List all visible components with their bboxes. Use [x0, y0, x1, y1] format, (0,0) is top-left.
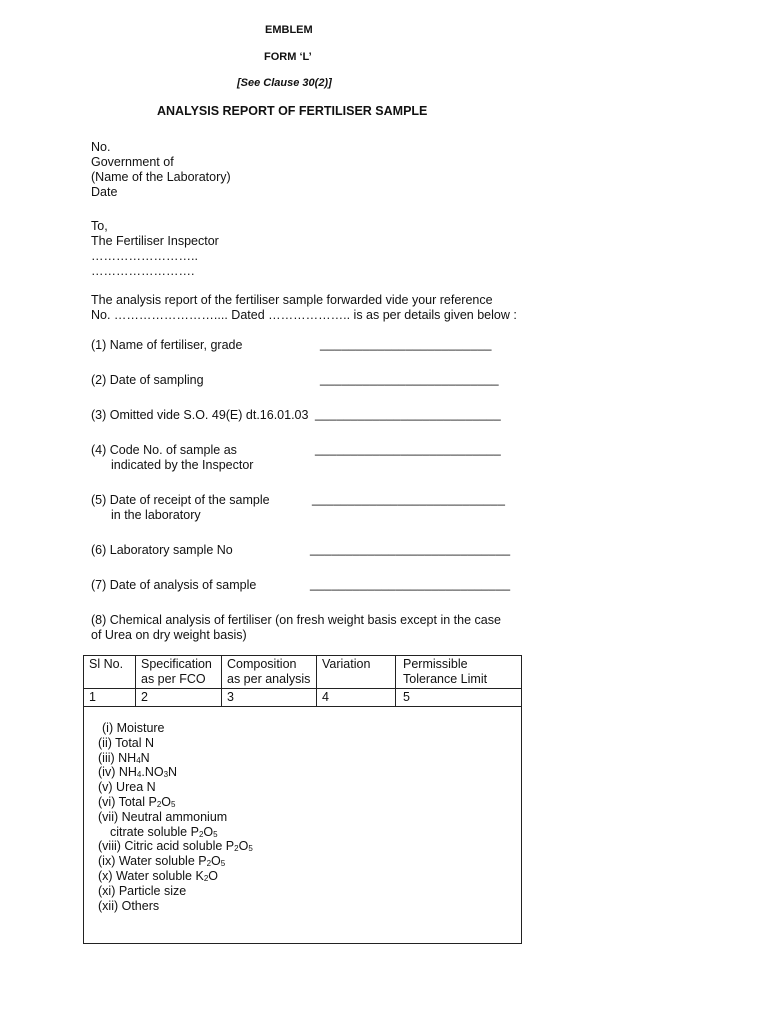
clause-reference: [See Clause 30(2)]: [237, 77, 332, 89]
analysis-item: [98, 751, 513, 766]
field-4-label: [91, 443, 253, 473]
analysis-item-text: (xi) Particle size: [98, 883, 187, 898]
subscript: 2: [198, 829, 204, 839]
chemical-analysis-heading: [91, 613, 501, 643]
intro-paragraph: [91, 293, 517, 323]
analysis-item-text: N: [140, 750, 150, 765]
field-5-label-line-2: in the laboratory: [111, 508, 201, 522]
report-date: Date: [91, 185, 118, 199]
address-recipient: The Fertiliser Inspector: [91, 234, 219, 248]
analysis-item-text: O: [208, 868, 219, 883]
field-1-label: (1) Name of fertiliser, grade: [91, 338, 243, 352]
field-5-label-line-1: (5) Date of receipt of the sample: [91, 493, 270, 507]
analysis-item-text: (viii) Citric acid soluble P: [98, 839, 235, 854]
analysis-item-text: (ii) Total N: [98, 735, 155, 750]
analysis-table: [83, 655, 522, 944]
address-to: To,: [91, 219, 108, 233]
address-line-1: ……………………..: [91, 249, 198, 263]
field-6-label: (6) Laboratory sample No: [91, 543, 233, 557]
col-number-4: 4: [317, 689, 396, 707]
header-composition: Composition as per analysis: [222, 656, 317, 689]
report-no: No.: [91, 140, 111, 154]
chemical-line-2: of Urea on dry weight basis): [91, 628, 247, 642]
field-3-blank: __________________________: [315, 407, 501, 421]
emblem-label: EMBLEM: [265, 24, 313, 36]
subscript: 4: [136, 755, 141, 765]
laboratory-name: (Name of the Laboratory): [91, 170, 231, 184]
field-4-label-line-2: indicated by the Inspector: [111, 458, 254, 472]
field-2-blank: _________________________: [320, 372, 499, 386]
analysis-item: [98, 780, 513, 795]
analysis-item-text: (v) Urea N: [98, 780, 156, 795]
field-7-blank: ____________________________: [310, 577, 511, 591]
subscript: 2: [206, 859, 212, 869]
analysis-item-text: (vi) Total P: [98, 794, 157, 809]
col-number-1: 1: [84, 689, 136, 707]
analysis-item: [98, 854, 513, 869]
field-7-label: (7) Date of analysis of sample: [91, 578, 257, 592]
analysis-item: [98, 736, 513, 751]
subscript: 3: [163, 770, 169, 780]
field-2-label: (2) Date of sampling: [91, 373, 204, 387]
analysis-item: [98, 765, 513, 780]
intro-line-2: No. …………………….... Dated ……………….. is as per details given below :: [91, 308, 517, 322]
field-5-blank: ___________________________: [312, 492, 506, 506]
analysis-item: [98, 721, 513, 736]
subscript: 2: [203, 873, 209, 883]
page-title: ANALYSIS REPORT OF FERTILISER SAMPLE: [157, 104, 428, 118]
analysis-item: [98, 839, 513, 854]
field-1-blank: ________________________: [320, 337, 492, 351]
address-block: [91, 219, 219, 279]
field-3-label: (3) Omitted vide S.O. 49(E) dt.16.01.03: [91, 408, 309, 422]
lab-block: [91, 140, 231, 200]
intro-line-1: The analysis report of the fertiliser sample forwarded vide your reference: [91, 293, 493, 307]
header-variation: Variation: [317, 656, 396, 689]
analysis-item: [98, 869, 513, 884]
col-number-3: 3: [222, 689, 317, 707]
analysis-item-text: O: [211, 854, 221, 869]
header-specification: Specification as per FCO: [136, 656, 222, 689]
subscript: 5: [213, 829, 218, 839]
table-number-row: [84, 689, 522, 707]
subscript: 4: [136, 770, 142, 780]
analysis-item-text: (xii) Others: [98, 898, 160, 913]
analysis-item: [98, 795, 513, 810]
analysis-item: [98, 810, 513, 825]
field-4-blank: __________________________: [315, 442, 501, 456]
subscript: 2: [234, 844, 239, 854]
address-line-2: …………………….: [91, 264, 195, 278]
analysis-item: [98, 899, 513, 914]
subscript: 2: [156, 799, 162, 809]
analysis-item-text: (ix) Water soluble P: [98, 854, 207, 869]
analysis-item-text: O: [238, 839, 249, 854]
col-number-2: 2: [136, 689, 222, 707]
analysis-item-text: .NO: [141, 765, 164, 780]
analysis-item-text: (x) Water soluble K: [98, 868, 204, 883]
analysis-item-text: (i) Moisture: [102, 721, 165, 735]
table-header-row: [84, 656, 522, 689]
subscript: 5: [248, 844, 253, 854]
field-4-label-line-1: (4) Code No. of sample as: [91, 443, 237, 457]
form-label: FORM ‘L’: [264, 51, 312, 63]
table-items-row: [84, 707, 522, 944]
analysis-item-text: N: [168, 765, 178, 780]
analysis-item-text: (vii) Neutral ammonium: [98, 809, 228, 824]
subscript: 5: [171, 799, 176, 809]
government-line: Government of: [91, 155, 174, 169]
analysis-item-text: (iii) NH: [98, 750, 137, 765]
analysis-item-text: (iv) NH: [98, 765, 137, 780]
col-number-5: 5: [396, 689, 522, 707]
header-sl-no: Sl No.: [84, 656, 136, 689]
analysis-items-cell: [84, 707, 522, 944]
analysis-item: [98, 825, 513, 840]
chemical-line-1: (8) Chemical analysis of fertiliser (on fresh weight basis except in the case: [91, 613, 501, 627]
analysis-item-text: O: [203, 824, 214, 839]
analysis-item-text: O: [161, 794, 172, 809]
analysis-item-text: citrate soluble P: [110, 824, 199, 839]
header-tolerance: Permissible Tolerance Limit: [396, 656, 522, 689]
subscript: 5: [220, 859, 226, 869]
analysis-item: [98, 884, 513, 899]
field-6-blank: ____________________________: [310, 542, 511, 556]
field-5-label: [91, 493, 270, 523]
